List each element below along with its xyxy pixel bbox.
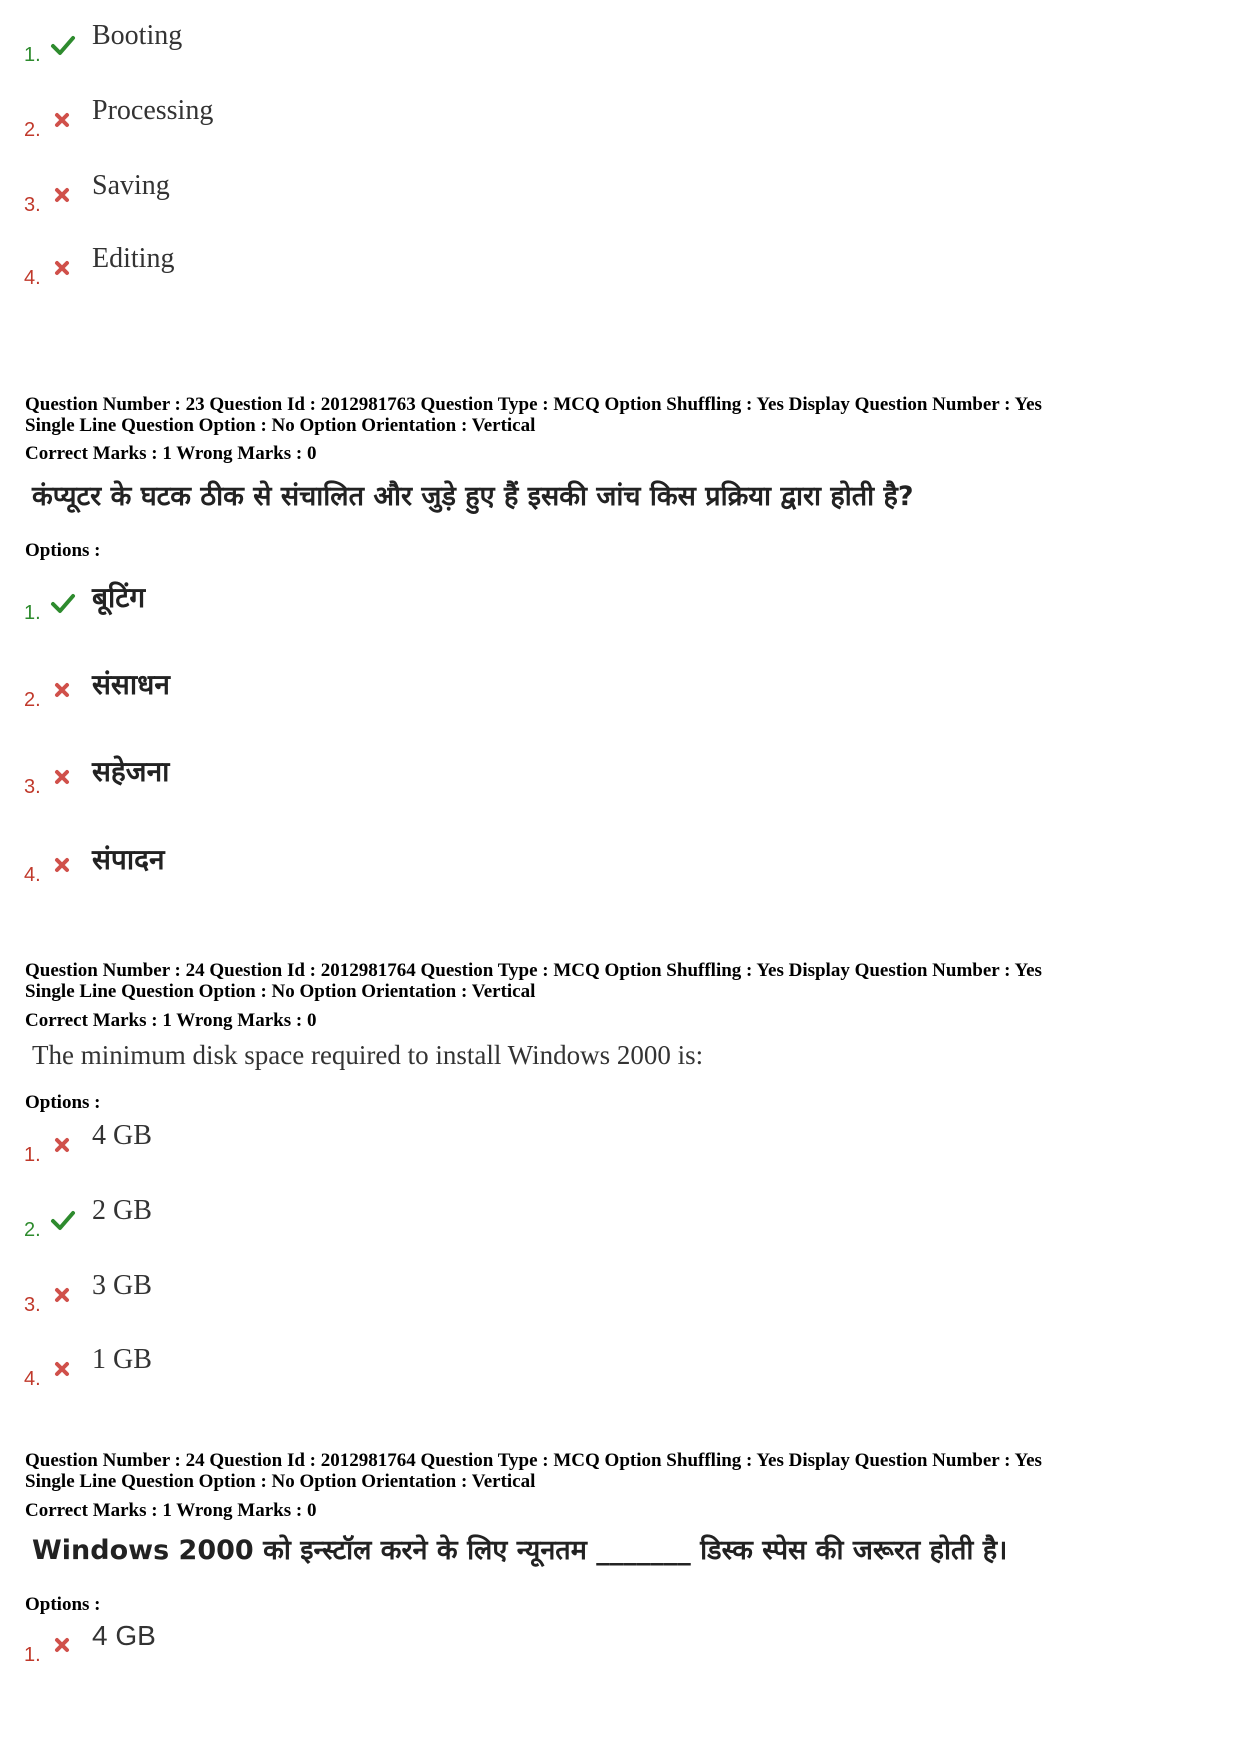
question-meta xyxy=(25,394,1042,436)
question-meta-line: Question Number : 23 Question Id : 2012981763 Question Type : MCQ Option Shuffling : Yes Display Question Number : Yes xyxy=(25,394,1042,415)
option-text: बूटिंग xyxy=(92,581,146,614)
option-text: Editing xyxy=(92,243,175,274)
question-marks: Correct Marks : 1 Wrong Marks : 0 xyxy=(25,1010,317,1031)
question-text: Windows 2000 को इन्स्टॉल करने के लिए न्यूनतम _______ डिस्क स्पेस की जरूरत होती है। xyxy=(32,1535,1008,1566)
list-item xyxy=(0,581,600,638)
option-number: 2. xyxy=(24,119,41,141)
cross-icon xyxy=(50,1356,76,1382)
list-item xyxy=(0,1195,600,1255)
cross-icon xyxy=(50,182,76,208)
option-text: Processing xyxy=(92,95,214,126)
list-item xyxy=(0,20,600,80)
question-meta xyxy=(25,1450,1042,1492)
list-item xyxy=(0,1344,600,1404)
options-label: Options : xyxy=(25,1594,101,1615)
check-icon xyxy=(50,1207,76,1233)
list-item xyxy=(0,1120,600,1180)
cross-icon xyxy=(50,1632,76,1658)
list-item xyxy=(0,95,600,155)
option-number: 3. xyxy=(24,194,41,216)
option-number: 4. xyxy=(24,1368,41,1390)
cross-icon xyxy=(50,677,76,703)
option-text: 4 GB xyxy=(92,1620,156,1651)
option-text: Booting xyxy=(92,20,183,51)
list-item xyxy=(0,1620,600,1680)
list-item xyxy=(0,170,600,230)
question-meta-line: Single Line Question Option : No Option Orientation : Vertical xyxy=(25,1471,536,1492)
cross-icon xyxy=(50,255,76,281)
check-icon xyxy=(50,590,76,616)
option-text: 3 GB xyxy=(92,1270,152,1301)
question-meta-line: Question Number : 24 Question Id : 2012981764 Question Type : MCQ Option Shuffling : Yes Display Question Number : Yes xyxy=(25,1450,1042,1471)
option-text: 1 GB xyxy=(92,1344,152,1375)
list-item xyxy=(0,1270,600,1330)
option-text: संसाधन xyxy=(92,668,170,701)
question-meta-line: Question Number : 24 Question Id : 2012981764 Question Type : MCQ Option Shuffling : Yes Display Question Number : Yes xyxy=(25,960,1042,981)
list-item xyxy=(0,755,600,812)
option-text: 2 GB xyxy=(92,1195,152,1226)
option-text: 4 GB xyxy=(92,1120,152,1151)
option-text: Saving xyxy=(92,170,170,201)
option-number: 1. xyxy=(24,1644,41,1666)
option-number: 2. xyxy=(24,1219,41,1241)
question-text: कंप्यूटर के घटक ठीक से संचालित और जुड़े हुए हैं इसकी जांच किस प्रक्रिया द्वारा होती है? xyxy=(32,481,914,512)
options-label: Options : xyxy=(25,1092,101,1113)
options-label: Options : xyxy=(25,540,101,561)
list-item xyxy=(0,668,600,725)
question-marks: Correct Marks : 1 Wrong Marks : 0 xyxy=(25,1500,317,1521)
option-number: 4. xyxy=(24,267,41,289)
option-number: 3. xyxy=(24,776,41,798)
list-item xyxy=(0,843,600,900)
option-number: 1. xyxy=(24,602,41,624)
option-number: 4. xyxy=(24,864,41,886)
question-meta-line: Single Line Question Option : No Option Orientation : Vertical xyxy=(25,981,536,1002)
cross-icon xyxy=(50,107,76,133)
question-meta xyxy=(25,960,1042,1002)
cross-icon xyxy=(50,764,76,790)
question-text: The minimum disk space required to install Windows 2000 is: xyxy=(32,1040,704,1070)
option-number: 1. xyxy=(24,1144,41,1166)
option-number: 3. xyxy=(24,1294,41,1316)
check-icon xyxy=(50,32,76,58)
option-text: सहेजना xyxy=(92,755,170,788)
cross-icon xyxy=(50,852,76,878)
question-marks: Correct Marks : 1 Wrong Marks : 0 xyxy=(25,443,317,464)
option-text: संपादन xyxy=(92,843,165,876)
cross-icon xyxy=(50,1132,76,1158)
question-meta-line: Single Line Question Option : No Option Orientation : Vertical xyxy=(25,415,536,436)
option-number: 1. xyxy=(24,44,41,66)
list-item xyxy=(0,243,600,303)
option-number: 2. xyxy=(24,689,41,711)
cross-icon xyxy=(50,1282,76,1308)
